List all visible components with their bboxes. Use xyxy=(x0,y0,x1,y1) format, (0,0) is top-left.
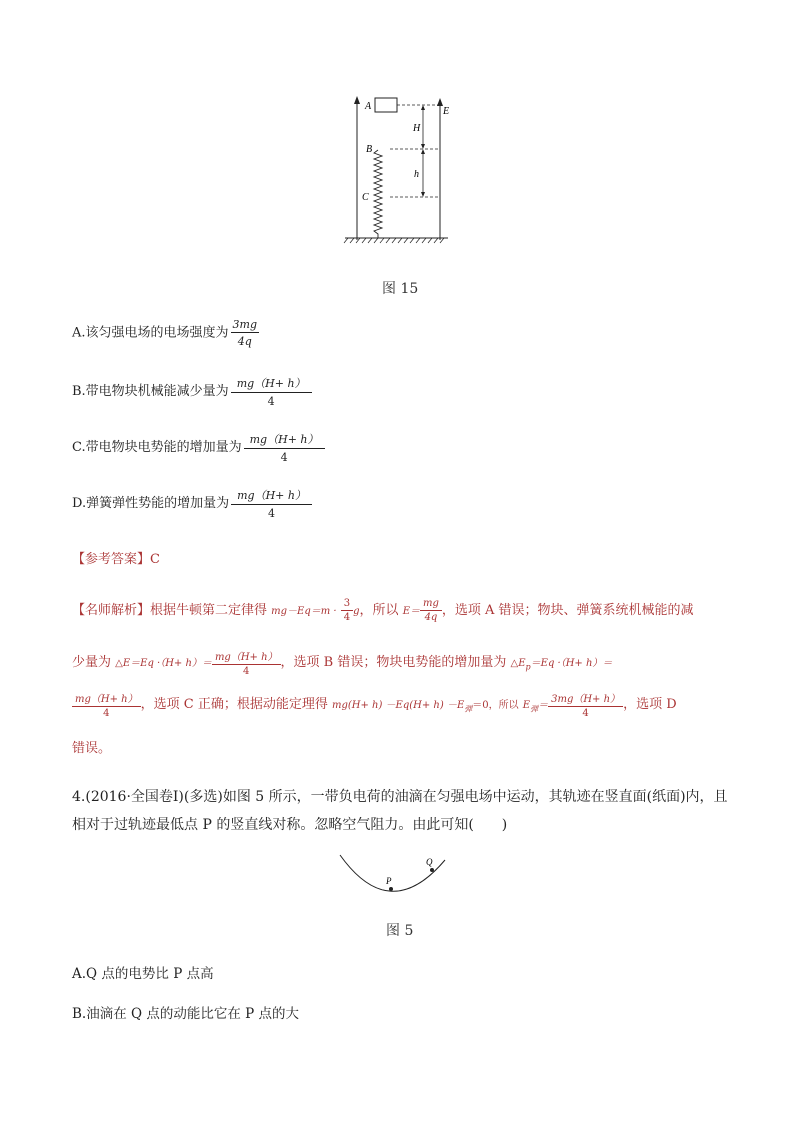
option-b-fraction xyxy=(231,375,312,408)
option-a-fraction xyxy=(231,318,259,348)
analysis-text: 少量为 xyxy=(72,655,112,670)
frac-denominator: 4 xyxy=(548,706,623,719)
option-c-fraction xyxy=(244,431,325,464)
option-c xyxy=(72,431,325,464)
analysis-text: 根据牛顿第二定律得 xyxy=(150,603,268,618)
label-h: h xyxy=(414,169,419,180)
frac-numerator: mg（H+ h） xyxy=(237,489,306,502)
frac-numerator: 3 xyxy=(343,598,351,609)
reference-answer: 【参考答案】C xyxy=(72,552,160,567)
analysis-line-2 xyxy=(72,648,612,677)
analysis-text: ，选项 B 错误；物块电势能的增加量为 xyxy=(280,655,507,670)
analysis-text: ，所以 xyxy=(359,603,399,618)
option-a xyxy=(72,318,259,348)
frac-denominator: 4 xyxy=(341,610,353,623)
question-4-option-b: B.油滴在 Q 点的动能比它在 P 点的大 xyxy=(72,1006,300,1022)
fraction xyxy=(420,598,442,623)
analysis-text: ，选项 C 正确；根据动能定理得 xyxy=(140,697,328,712)
label-B: B xyxy=(366,144,373,155)
frac-denominator: 4 xyxy=(212,664,281,677)
label-C: C xyxy=(362,192,369,203)
frac-numerator: mg xyxy=(423,598,439,609)
frac-denominator: 4 xyxy=(244,448,325,464)
label-E: E xyxy=(443,106,450,117)
analysis-text: ，选项 A 错误；物块、弹簧系统机械能的减 xyxy=(441,603,694,618)
formula: E xyxy=(522,700,531,711)
formula: △E＝Eq ·（H+ h）＝ xyxy=(115,658,212,669)
frac-denominator: 4 xyxy=(231,392,312,408)
fraction xyxy=(341,598,353,623)
formula: ＝ xyxy=(538,700,549,711)
fraction xyxy=(548,690,623,719)
figure-5-caption: 图 5 xyxy=(386,923,414,939)
point-P-label: P xyxy=(386,876,392,886)
frac-denominator: 4q xyxy=(420,610,442,623)
analysis-text: ，选项 D xyxy=(623,697,677,712)
question-4-line-2: 相对于过轨迹最低点 P 的竖直线对称。忽略空气阻力。由此可知( ) xyxy=(72,817,508,833)
figure-5 xyxy=(335,850,455,900)
formula: g xyxy=(353,606,360,617)
frac-numerator: mg（H+ h） xyxy=(214,652,278,663)
fraction xyxy=(72,690,141,719)
fraction xyxy=(212,648,281,677)
formula: ＝Eq ·（H+ h）＝ xyxy=(530,658,613,669)
frac-numerator: mg（H+ h） xyxy=(75,694,138,705)
formula-subscript: p xyxy=(525,662,531,672)
formula-subscript: 弹 xyxy=(530,704,539,714)
analysis-line-1 xyxy=(72,598,694,623)
frac-denominator: 4q xyxy=(231,332,259,348)
formula-subscript: 弹 xyxy=(464,704,473,714)
option-d xyxy=(72,487,312,520)
option-b xyxy=(72,375,312,408)
analysis-line-4: 错误。 xyxy=(72,741,112,756)
analysis-line-3 xyxy=(72,690,677,719)
analysis-label: 【名师解析】 xyxy=(72,603,151,618)
frac-numerator: 3mg（H+ h） xyxy=(551,694,621,705)
formula: mg－Eq＝m · xyxy=(271,606,337,617)
formula: E＝ xyxy=(402,606,420,617)
frac-denominator: 4 xyxy=(72,706,141,719)
frac-numerator: mg（H+ h） xyxy=(236,377,306,390)
point-Q-label: Q xyxy=(426,857,433,867)
label-A: A xyxy=(365,101,372,112)
label-H: H xyxy=(413,123,421,134)
option-a-text: A.该匀强电场的电场强度为 xyxy=(72,325,229,341)
question-4-option-a: A.Q 点的电势比 P 点高 xyxy=(72,966,214,982)
option-d-fraction xyxy=(231,487,312,520)
frac-numerator: mg（H+ h） xyxy=(249,433,319,446)
figure-15-caption: 图 15 xyxy=(382,281,419,297)
frac-denominator: 4 xyxy=(231,504,312,520)
question-4-line-1: 4.(2016·全国卷Ⅰ)(多选)如图 5 所示，一带负电荷的油滴在匀强电场中运动，其轨迹在竖直面(纸面)内，且 xyxy=(72,789,728,805)
frac-numerator: 3mg xyxy=(232,318,258,331)
formula: △E xyxy=(510,658,526,669)
option-c-text: C.带电物块电势能的增加量为 xyxy=(72,440,242,455)
option-d-text: D.弹簧弹性势能的增加量为 xyxy=(72,496,230,511)
formula: mg(H+ h) －Eq(H+ h) －E xyxy=(331,700,465,711)
option-b-text: B.带电物块机械能减少量为 xyxy=(72,384,229,399)
figure-15 xyxy=(340,90,470,250)
formula: ＝0，所以 xyxy=(472,700,519,711)
